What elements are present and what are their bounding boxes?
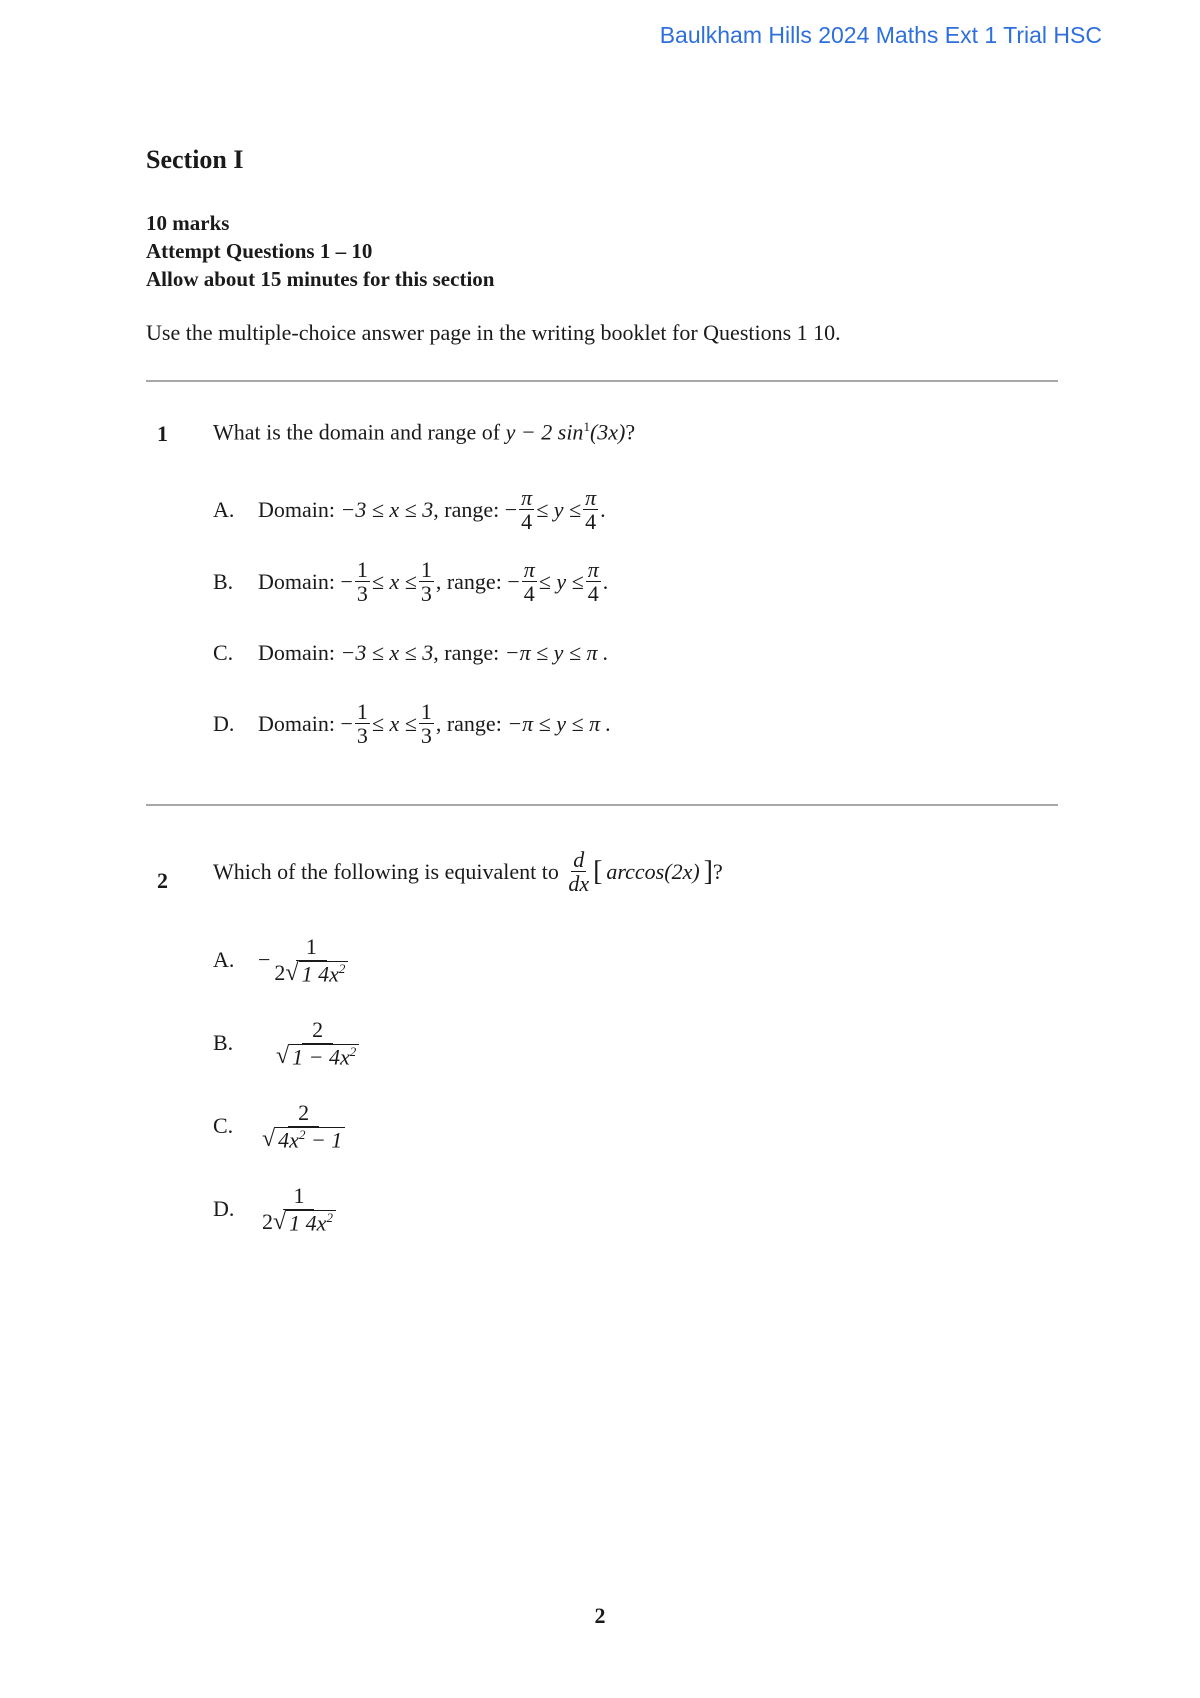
negative-sign: − [507, 568, 520, 594]
section-info [146, 209, 494, 293]
fraction: $\frac{\pi}{4}$ [521, 485, 533, 535]
option-domain: −3 ≤ x ≤ 3 [340, 496, 434, 522]
option-range-label: , range: [435, 568, 502, 594]
section-time: Allow about 15 minutes for this section [146, 267, 495, 291]
option-letter: A. [213, 496, 235, 522]
question-1-superscript: 1 [583, 419, 590, 434]
period: . [602, 568, 609, 594]
section-instruction: Use the multiple-choice answer page in the writing booklet for Questions 1 10. [146, 320, 841, 345]
fraction: 1 2 √ 1 $4x^2$ [260, 1184, 338, 1235]
document-header: Baulkham Hills 2024 Maths Ext 1 Trial HSC [659, 22, 1102, 48]
option-range-label: , range: [435, 710, 502, 736]
question-1-prompt: What is the domain and range of [213, 419, 501, 445]
fraction: 1 2 √ 1 $4x^2$ [272, 935, 350, 986]
question-1-option-a [213, 486, 606, 533]
fraction: $\frac{1}{3}$ [356, 699, 368, 749]
option-letter: B. [213, 568, 234, 594]
negative-sign: − [340, 568, 353, 594]
question-2-qmark: ? [713, 858, 723, 884]
question-2-option-c [213, 1101, 349, 1152]
option-range-label: , range: [433, 640, 500, 665]
inequality: ≤ x ≤ [371, 710, 417, 736]
option-letter: A. [213, 947, 235, 973]
question-1-number: 1 [157, 421, 168, 446]
option-domain-label: Domain: [258, 496, 335, 522]
question-1-option-c [213, 640, 609, 666]
question-2-expression: arccos(2x) [606, 858, 700, 884]
question-2-option-d [213, 1184, 340, 1235]
question-1-option-d [213, 700, 611, 747]
negative-sign: − [504, 496, 518, 522]
coefficient: 2 [262, 1209, 273, 1235]
fraction: 2 √ $4x^2 - 1$ [260, 1101, 347, 1152]
fraction: $\frac{1}{3}$ [420, 557, 432, 607]
bracket-open: [ [593, 855, 603, 887]
option-letter: D. [213, 710, 235, 736]
section-marks: 10 marks [146, 211, 230, 235]
square-root: √ 1 $4x^2$ [285, 961, 348, 985]
question-1-text [213, 419, 635, 445]
negative-sign: − [258, 947, 271, 973]
fraction: $\frac{1}{3}$ [420, 699, 432, 749]
question-1-expression: y − 2 sin [505, 419, 584, 445]
question-2-number: 2 [157, 868, 168, 893]
period: . [600, 496, 606, 522]
fraction: $\frac{\pi}{4}$ [587, 557, 599, 607]
divider [146, 380, 1058, 382]
fraction: $\frac{\pi}{4}$ [585, 485, 597, 535]
option-letter: C. [213, 640, 234, 665]
option-range: −π ≤ y ≤ π . [507, 710, 612, 736]
question-1-argument: (3x) [589, 419, 626, 445]
square-root: √ $1 - 4x^2$ [276, 1044, 359, 1068]
coefficient: 2 [274, 960, 286, 986]
option-domain-label: Domain: [258, 710, 335, 736]
question-2-text [213, 848, 723, 895]
square-root: √ 1 $4x^2$ [273, 1210, 336, 1234]
square-root: √ $4x^2 - 1$ [262, 1127, 345, 1151]
negative-sign: − [340, 710, 353, 736]
inequality: ≤ y ≤ [536, 496, 582, 522]
bracket-close: ] [703, 855, 713, 887]
option-letter: B. [213, 1030, 234, 1056]
fraction: 2 √ $1 - 4x^2$ [274, 1018, 361, 1069]
fraction: $\frac{1}{3}$ [356, 557, 368, 607]
inequality: ≤ y ≤ [538, 568, 584, 594]
option-range: −π ≤ y ≤ π . [504, 640, 609, 665]
question-2-option-b [213, 1018, 363, 1069]
option-letter: D. [213, 1196, 235, 1222]
option-domain: −3 ≤ x ≤ 3 [340, 640, 434, 665]
question-2-option-a [213, 935, 352, 986]
question-1-option-b [213, 558, 608, 605]
fraction: $\frac{\pi}{4}$ [523, 557, 535, 607]
section-title: Section I [146, 145, 244, 174]
derivative-operator: $\frac{d}{dx}$ [568, 847, 590, 897]
question-1-qmark: ? [625, 419, 636, 445]
question-2-prompt: Which of the following is equivalent to [213, 858, 559, 884]
option-letter: C. [213, 1113, 234, 1139]
page-number: 2 [594, 1603, 606, 1628]
inequality: ≤ x ≤ [371, 568, 417, 594]
option-domain-label: Domain: [258, 568, 335, 594]
section-attempt: Attempt Questions 1 – 10 [146, 239, 373, 263]
divider [146, 804, 1058, 806]
option-range-label: , range: [433, 496, 500, 522]
option-domain-label: Domain: [258, 640, 335, 665]
